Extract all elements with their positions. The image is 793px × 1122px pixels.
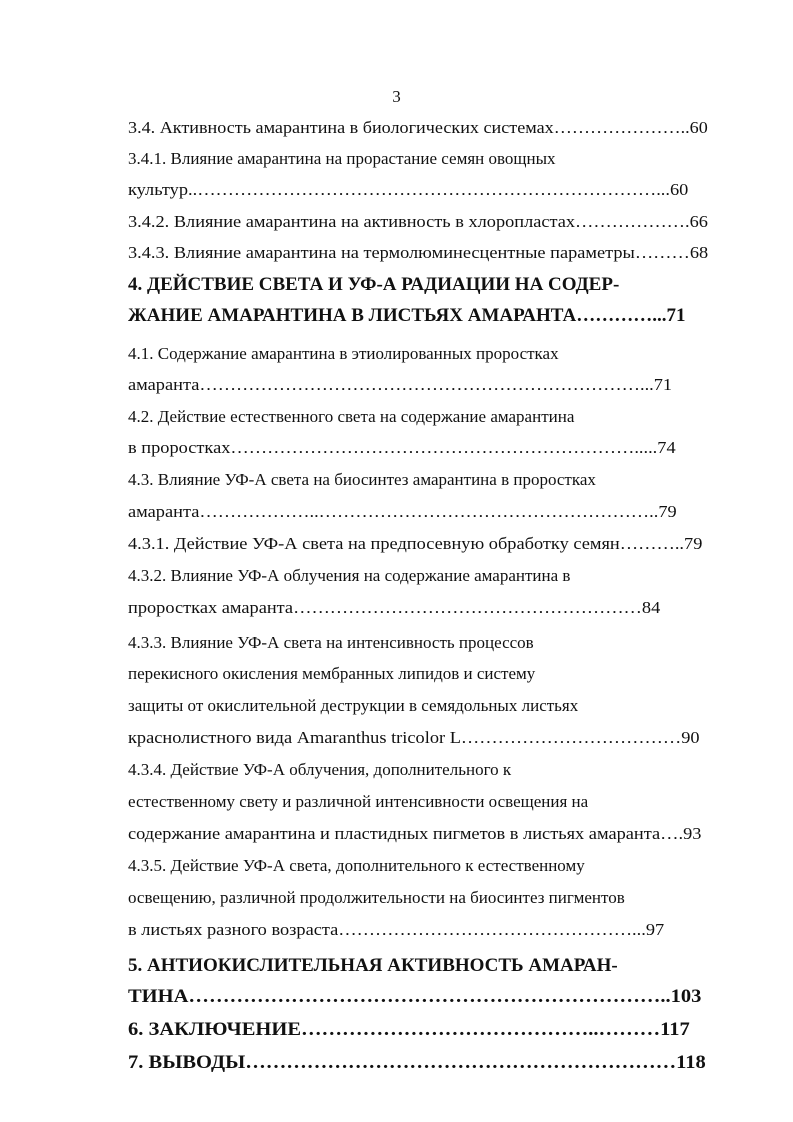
toc-line: 4.1. Содержание амарантина в этиолированных проростках xyxy=(128,344,559,363)
toc-line: освещению, различной продолжительности на биосинтез пигментов xyxy=(128,888,625,907)
page-number: 3 xyxy=(392,87,401,106)
toc-line: 3.4.1. Влияние амарантина на прорастание семян овощных xyxy=(128,149,556,168)
toc-line: перекисного окисления мембранных липидов и систему xyxy=(128,664,536,683)
toc-line: амаранта………………..………………………………………………..79 xyxy=(128,502,677,521)
toc-line: 3.4.3. Влияние амарантина на термолюминесцентные параметры………68 xyxy=(128,243,709,262)
toc-line: 5. АНТИОКИСЛИТЕЛЬНАЯ АКТИВНОСТЬ АМАРАН- xyxy=(128,955,618,976)
toc-line: 3.4.2. Влияние амарантина на активность в хлоропластах……………….66 xyxy=(128,212,708,231)
toc-line: 4.3.2. Влияние УФ-А облучения на содержание амарантина в xyxy=(128,566,571,585)
toc-line: 4.2. Действие естественного света на содержание амарантина xyxy=(128,407,575,426)
toc-line: культур..…………………………………………………………………...60 xyxy=(128,180,689,199)
toc-line: в листьях разного возраста…………………………………………...97 xyxy=(128,920,665,939)
toc-line: 4.3.1. Действие УФ-А света на предпосевную обработку семян………..79 xyxy=(128,534,703,553)
toc-line: защиты от окислительной деструкции в семядольных листьях xyxy=(128,696,579,715)
toc-line: краснолистного вида Amaranthus tricolor L………………………………90 xyxy=(128,728,700,747)
toc-line: проростках амаранта…………………………………………………84 xyxy=(128,598,661,617)
toc-line: 4.3.4. Действие УФ-А облучения, дополнительного к xyxy=(128,760,512,779)
toc-line: естественному свету и различной интенсивности освещения на xyxy=(128,792,589,811)
toc-line: амаранта………………………………………………………………...71 xyxy=(128,375,673,394)
toc-line: 6. ЗАКЛЮЧЕНИЕ……………………………………..………117 xyxy=(128,1019,690,1040)
toc-line: 4.3. Влияние УФ-А света на биосинтез амарантина в проростках xyxy=(128,470,596,489)
toc-line: ТИНА……………………………………………………………..103 xyxy=(128,986,702,1007)
toc-line: 7. ВЫВОДЫ………………………………………………………118 xyxy=(128,1052,706,1073)
toc-line: ЖАНИЕ АМАРАНТИНА В ЛИСТЬЯХ АМАРАНТА…………...71 xyxy=(128,305,686,326)
toc-line: 4.3.3. Влияние УФ-А света на интенсивность процессов xyxy=(128,633,534,652)
toc-line: содержание амарантина и пластидных пигметов в листьях амаранта….93 xyxy=(128,824,702,843)
toc-line: 4. ДЕЙСТВИЕ СВЕТА И УФ-А РАДИАЦИИ НА СОДЕР- xyxy=(128,274,620,295)
toc-line: 3.4. Активность амарантина в биологических системах…………………..60 xyxy=(128,118,708,137)
toc-line: в проростках………………………………………………………….....74 xyxy=(128,438,676,457)
toc-line: 4.3.5. Действие УФ-А света, дополнительного к естественному xyxy=(128,856,585,875)
